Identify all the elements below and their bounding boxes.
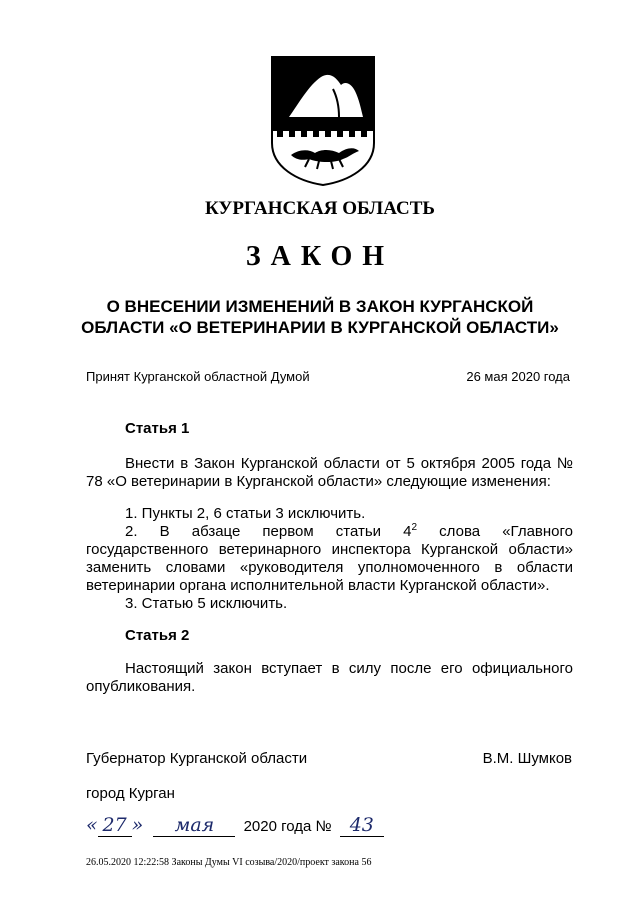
close-quote: » — [131, 814, 144, 836]
region-name: КУРГАНСКАЯ ОБЛАСТЬ — [205, 198, 435, 219]
item-2-rest: слова «Главного государственного ветеринарного инспектора Курганской области» заменить словами «руководителя уполномоченного в области ветеринарии органа исполнительной власти Курганской области». — [86, 523, 573, 594]
date-number-line — [86, 814, 384, 837]
article-2-heading: Статья 2 — [125, 627, 190, 644]
law-title-line-2: ОБЛАСТИ «О ВЕТЕРИНАРИИ В КУРГАНСКОЙ ОБЛАСТИ» — [81, 318, 559, 337]
open-quote: « — [86, 814, 98, 836]
signed-month: мая — [153, 814, 235, 837]
law-title — [70, 296, 570, 338]
item-2-superscript: 2 — [411, 522, 418, 533]
article-1-item-3: 3. Статью 5 исключить. — [125, 595, 288, 612]
article-1-intro: Внести в Закон Курганской области от 5 октября 2005 года № 78 «О ветеринарии в Курганской области» следующие изменения: — [86, 455, 573, 490]
adopted-by: Принят Курганской областной Думой — [86, 369, 310, 384]
city-name: город Курган — [86, 785, 175, 802]
article-1-heading: Статья 1 — [125, 420, 190, 437]
item-2-start: 2. В абзаце первом статьи 4 — [125, 523, 412, 540]
adoption-date: 26 мая 2020 года — [466, 369, 570, 384]
governor-title: Губернатор Курганской области — [86, 750, 308, 767]
law-number: 43 — [340, 814, 384, 837]
year-label: 2020 года № — [243, 818, 332, 835]
law-title-line-1: О ВНЕСЕНИИ ИЗМЕНЕНИЙ В ЗАКОН КУРГАНСКОЙ — [106, 297, 534, 316]
coat-of-arms-emblem — [269, 55, 377, 187]
article-1-item-1: 1. Пункты 2, 6 статьи 3 исключить. — [125, 505, 366, 522]
footer-note: 26.05.2020 12:22:58 Законы Думы VI созыва/2020/проект закона 56 — [86, 857, 372, 868]
article-1-item-2 — [86, 523, 573, 595]
document-type: ЗАКОН — [245, 241, 395, 272]
article-2-text: Настоящий закон вступает в силу после его официального опубликования. — [86, 660, 573, 695]
signed-day: 27 — [98, 814, 132, 837]
governor-name: В.М. Шумков — [482, 750, 572, 767]
